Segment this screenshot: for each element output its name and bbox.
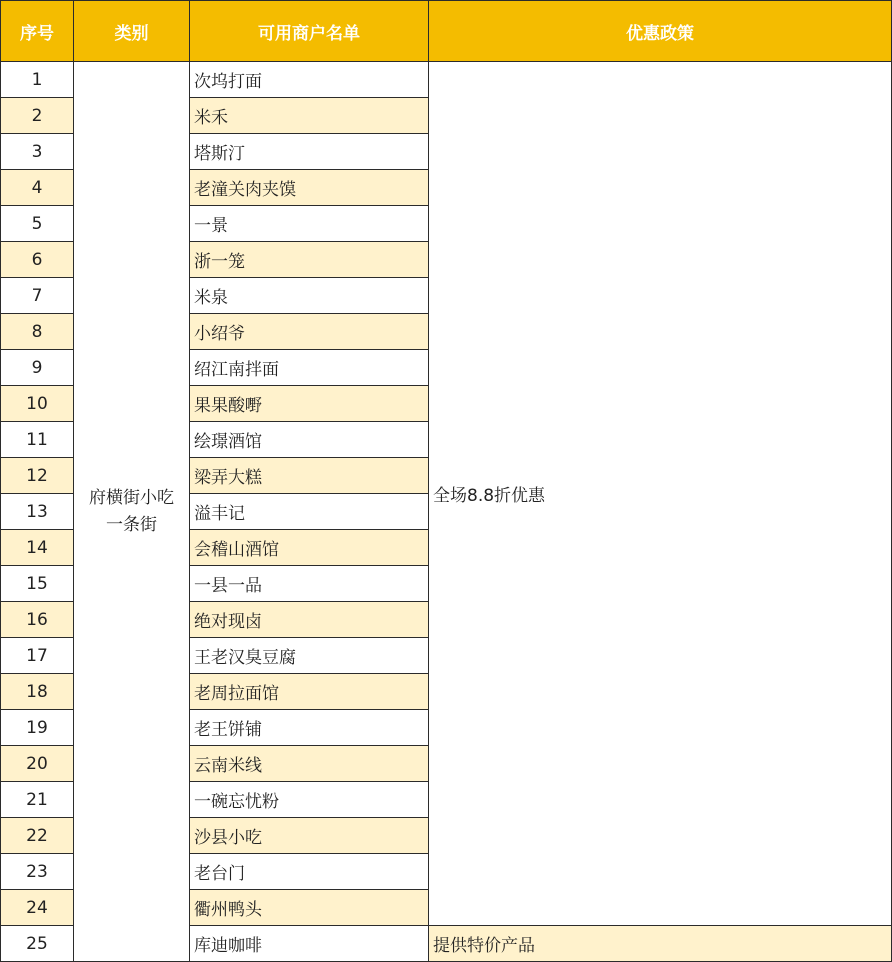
row-number: 17	[1, 638, 74, 674]
row-number: 21	[1, 782, 74, 818]
header-no: 序号	[1, 1, 74, 62]
row-number: 2	[1, 98, 74, 134]
row-number: 3	[1, 134, 74, 170]
table-header	[1, 1, 892, 62]
merchant-name: 一景	[190, 206, 429, 242]
merchant-name: 米泉	[190, 278, 429, 314]
row-number: 7	[1, 278, 74, 314]
merchant-name: 云南米线	[190, 746, 429, 782]
merchant-name: 塔斯汀	[190, 134, 429, 170]
merchant-name: 果果酸嘢	[190, 386, 429, 422]
row-number: 19	[1, 710, 74, 746]
row-number: 13	[1, 494, 74, 530]
merchant-name: 会稽山酒馆	[190, 530, 429, 566]
merchant-name: 老周拉面馆	[190, 674, 429, 710]
category-line-1: 府横街小吃	[89, 487, 174, 508]
merchant-name: 一碗忘忧粉	[190, 782, 429, 818]
merchant-name: 王老汉臭豆腐	[190, 638, 429, 674]
merchant-name: 库迪咖啡	[190, 926, 429, 962]
row-number: 22	[1, 818, 74, 854]
row-number: 6	[1, 242, 74, 278]
merchant-name: 沙县小吃	[190, 818, 429, 854]
merchant-name: 老王饼铺	[190, 710, 429, 746]
merchant-name: 小绍爷	[190, 314, 429, 350]
merchant-name: 绍江南拌面	[190, 350, 429, 386]
merchant-name: 一县一品	[190, 566, 429, 602]
row-number: 12	[1, 458, 74, 494]
header-row	[1, 1, 892, 62]
merchant-name: 次坞打面	[190, 62, 429, 98]
row-number: 15	[1, 566, 74, 602]
row-number: 24	[1, 890, 74, 926]
table-body	[1, 62, 892, 962]
row-number: 14	[1, 530, 74, 566]
merchant-name: 绝对现卤	[190, 602, 429, 638]
row-number: 10	[1, 386, 74, 422]
row-number: 23	[1, 854, 74, 890]
row-number: 25	[1, 926, 74, 962]
row-number: 20	[1, 746, 74, 782]
row-number: 11	[1, 422, 74, 458]
row-number: 18	[1, 674, 74, 710]
row-number: 5	[1, 206, 74, 242]
merchant-name: 溢丰记	[190, 494, 429, 530]
merchant-name: 浙一笼	[190, 242, 429, 278]
category-cell	[74, 62, 190, 962]
category-line-2: 一条街	[106, 514, 157, 535]
row-number: 1	[1, 62, 74, 98]
policy-discount: 全场8.8折优惠	[429, 62, 892, 926]
merchant-name: 老潼关肉夹馍	[190, 170, 429, 206]
merchant-name: 衢州鸭头	[190, 890, 429, 926]
table-row	[1, 62, 892, 98]
header-category: 类别	[74, 1, 190, 62]
row-number: 9	[1, 350, 74, 386]
merchant-name: 绘璟酒馆	[190, 422, 429, 458]
policy-special-products: 提供特价产品	[429, 926, 892, 962]
header-merchants: 可用商户名单	[190, 1, 429, 62]
row-number: 8	[1, 314, 74, 350]
merchant-name: 米禾	[190, 98, 429, 134]
merchant-name: 老台门	[190, 854, 429, 890]
row-number: 4	[1, 170, 74, 206]
header-policy: 优惠政策	[429, 1, 892, 62]
merchant-name: 梁弄大糕	[190, 458, 429, 494]
row-number: 16	[1, 602, 74, 638]
